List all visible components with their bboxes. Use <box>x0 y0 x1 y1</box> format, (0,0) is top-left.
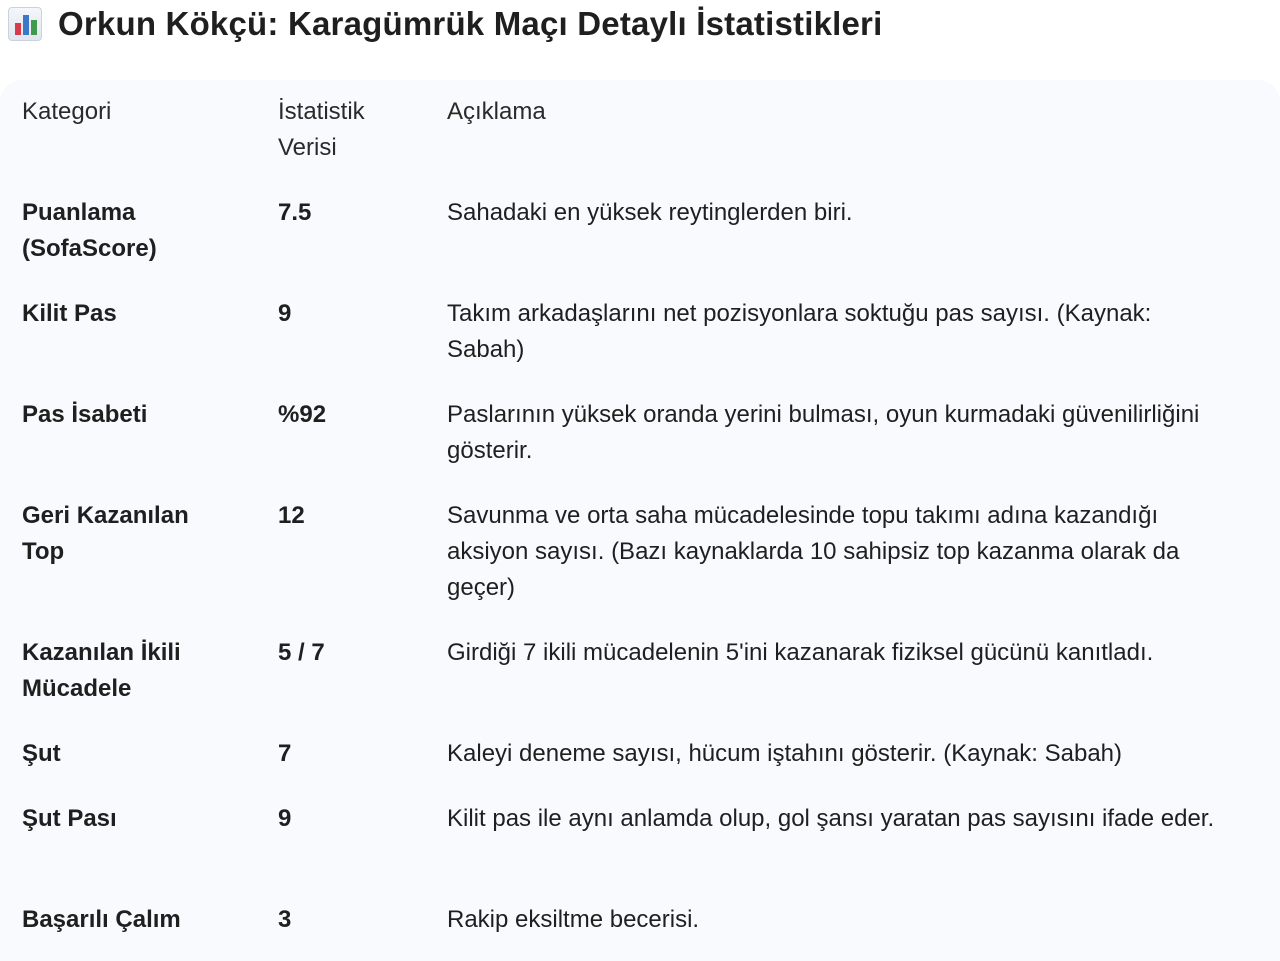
header-stat-line1: İstatistik <box>278 98 365 125</box>
row-value: 9 <box>278 805 292 832</box>
row-description: Sabah) <box>447 336 525 363</box>
row-description: Girdiği 7 ikili mücadelenin 5'ini kazanarak fiziksel gücünü kanıtladı. <box>447 639 1154 666</box>
row-description: Savunma ve orta saha mücadelesinde topu takımı adına kazandığı <box>447 502 1159 529</box>
row-value: 7 <box>278 740 292 767</box>
stats-table <box>0 80 1280 961</box>
row-description: geçer) <box>447 574 516 601</box>
row-description: gösterir. <box>447 437 533 464</box>
header-category: Kategori <box>22 98 112 125</box>
row-description: Rakip eksiltme becerisi. <box>447 906 700 933</box>
row-category: Geri Kazanılan <box>22 502 189 529</box>
row-category: Mücadele <box>22 675 132 702</box>
row-category: Puanlama <box>22 199 136 226</box>
row-value: %92 <box>278 401 327 428</box>
row-description: Kaleyi deneme sayısı, hücum iştahını gösterir. (Kaynak: Sabah) <box>447 740 1123 767</box>
row-description: Kilit pas ile aynı anlamda olup, gol şansı yaratan pas sayısını ifade eder. <box>447 805 1215 832</box>
bar-chart-icon <box>8 7 42 41</box>
row-category: Pas İsabeti <box>22 401 148 428</box>
row-description: aksiyon sayısı. (Bazı kaynaklarda 10 sahipsiz top kazanma olarak da <box>447 538 1180 565</box>
row-category: Şut Pası <box>22 805 117 832</box>
row-category: Başarılı Çalım <box>22 906 181 933</box>
row-value: 7.5 <box>278 199 312 226</box>
row-value: 5 / 7 <box>278 639 325 666</box>
row-category: Top <box>22 538 65 565</box>
row-value: 9 <box>278 300 292 327</box>
header-stat-line2: Verisi <box>278 134 337 161</box>
row-description: Paslarının yüksek oranda yerini bulması, oyun kurmadaki güvenilirliğini <box>447 401 1200 428</box>
row-category: (SofaScore) <box>22 235 157 262</box>
row-category: Şut <box>22 740 61 767</box>
row-category: Kazanılan İkili <box>22 639 181 666</box>
row-description: Sahadaki en yüksek reytinglerden biri. <box>447 199 853 226</box>
page-title: Orkun Kökçü: Karagümrük Maçı Detaylı İstatistikleri <box>58 5 883 42</box>
row-value: 3 <box>278 906 292 933</box>
row-category: Kilit Pas <box>22 300 117 327</box>
row-description: Takım arkadaşlarını net pozisyonlara soktuğu pas sayısı. (Kaynak: <box>447 300 1152 327</box>
header-description: Açıklama <box>447 98 546 125</box>
title-row <box>8 2 882 46</box>
row-value: 12 <box>278 502 305 529</box>
